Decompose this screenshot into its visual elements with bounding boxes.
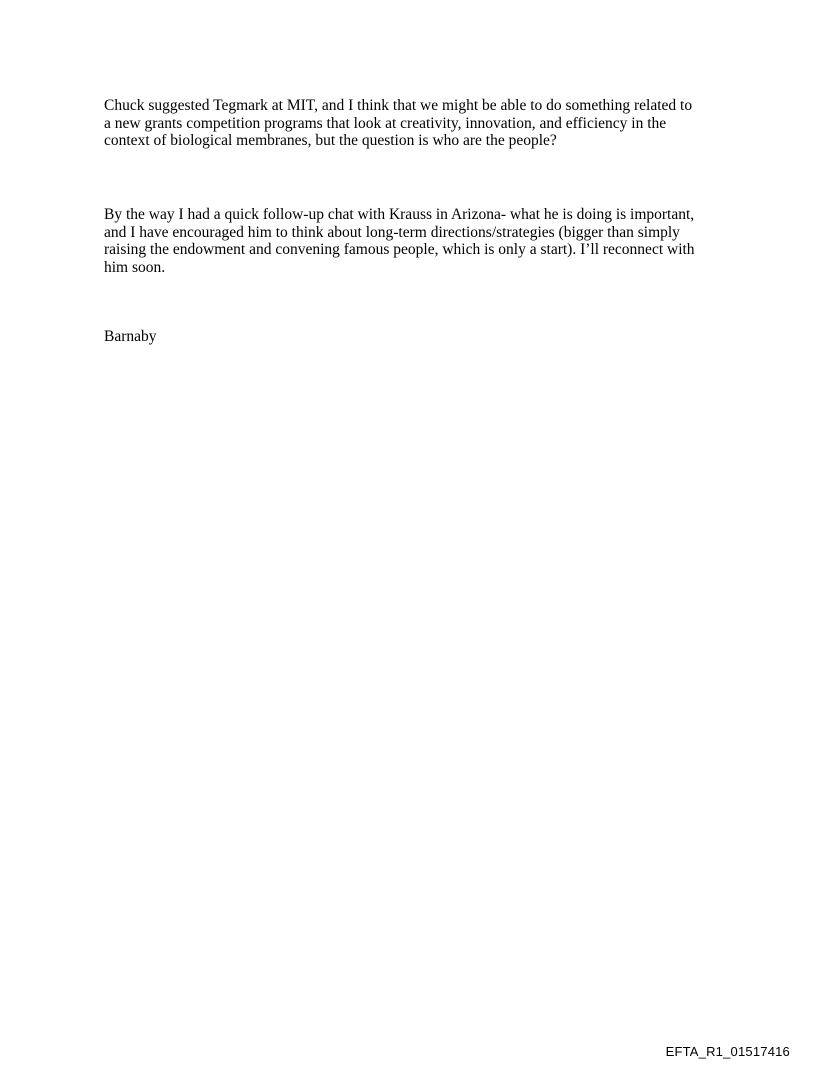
- body-paragraph-tegmark: Chuck suggested Tegmark at MIT, and I think that we might be able to do something related to a new grants competition programs that look at creativity, innovation, and efficiency in the context of biological membranes, but the question is who are the people?: [104, 97, 693, 149]
- document-id-footer: EFTA_R1_01517416: [665, 1044, 790, 1059]
- body-paragraph-krauss: By the way I had a quick follow-up chat with Krauss in Arizona- what he is doing is important, and I have encouraged him to think about long-term directions/strategies (bigger than simply raising the endowment and convening famous people, which is only a start). I’ll reconnect with him soon.: [104, 206, 695, 276]
- signature: Barnaby: [104, 328, 157, 345]
